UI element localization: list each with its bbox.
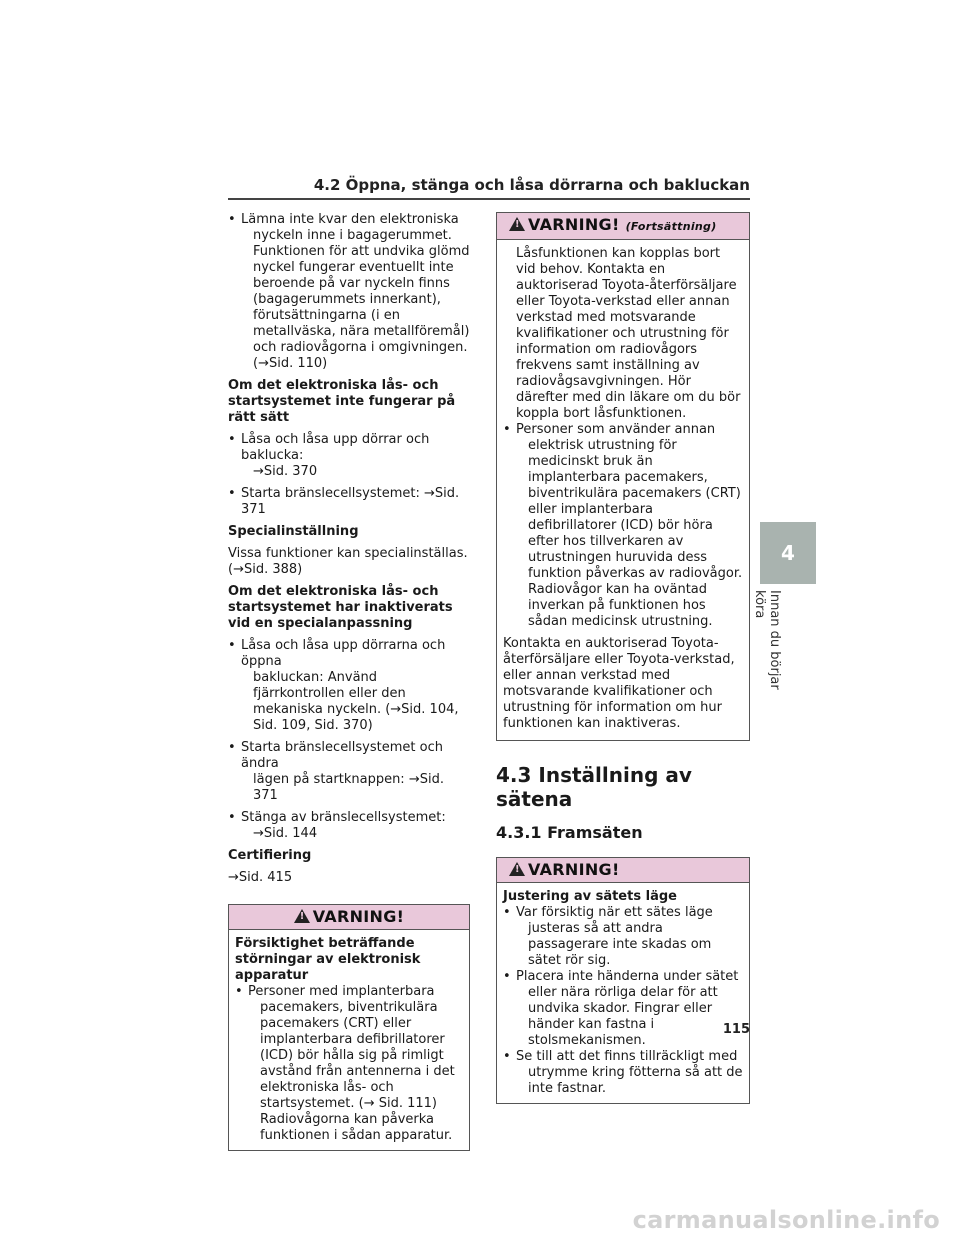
list-item <box>503 422 743 630</box>
warning-body <box>497 240 749 740</box>
warning-body <box>497 883 749 1103</box>
bullet-first-line: Låsa och låsa upp dörrar och baklucka: <box>241 432 430 463</box>
warning-title: VARNING! <box>528 215 620 234</box>
bullet-rest: eller nära rörliga delar för att undvika skador. Fingrar eller händer kan fastna i stolsmekanismen. <box>528 985 718 1048</box>
warning-body <box>229 930 469 1150</box>
warning-subheading: Försiktighet beträffande störningar av elektronisk apparatur <box>235 936 421 983</box>
warning-header <box>497 858 749 883</box>
warning-icon <box>294 909 310 923</box>
list-item <box>228 432 470 480</box>
section-heading: Specialinställning <box>228 524 359 539</box>
bullet-rest: nyckeln inne i bagagerummet. Funktionen för att undvika glömd nyckel fungerar eventuellt inte beroende på var nyckeln finns (bagagerummets innerkant), förutsättningarna (i en metallväska, nära metallföremål) och radiovågorna i omgivningen. (→Sid. 110) <box>253 228 470 371</box>
bullet-first-line: Personer som använder annan <box>516 422 716 437</box>
bullet-first-line: Starta bränslecellsystemet och ändra <box>241 740 443 771</box>
bullet-rest: elektrisk utrustning för medicinskt bruk än implanterbara pacemakers, biventrikulära pacemakers (CRT) eller implanterbara defibrillatorer (ICD) bör höra efter hos tillverkaren av utrustningen huruvida dess funktion påverkas av radiovågor. Radiovågor kan ha oväntad inverkan på funktionen hos sådan medicinsk utrustning. <box>528 438 743 629</box>
warning-icon <box>509 217 525 231</box>
left-column <box>228 212 470 1151</box>
list-item <box>228 810 470 842</box>
bullet-first-line: Placera inte händerna under sätet <box>516 969 739 984</box>
bullet-first-line: Stänga av bränslecellsystemet: <box>241 810 446 825</box>
warning-box-continued <box>496 212 750 741</box>
bullet-rest: lägen på startknappen: →Sid. 371 <box>253 772 444 803</box>
list-item <box>228 486 470 518</box>
list-item <box>235 984 463 1144</box>
paragraph: →Sid. 415 <box>228 870 293 885</box>
page-number: 115 <box>722 1022 750 1037</box>
bullet-rest: →Sid. 144 <box>253 826 318 841</box>
paragraph: Låsfunktionen kan kopplas bort vid behov. Kontakta en auktoriserad Toyota-återförsäljare eller Toyota-verkstad eller annan verkstad med motsvarande kvalifikationer och utrustning för information om radiovågors frekvens samt inställning av radiovågsavgivningen. Hör därefter med din läkare om du bör koppla bort låsfunktionen. <box>516 246 741 421</box>
bullet-rest: utrymme kring fötterna så att de inte fastnar. <box>528 1065 743 1096</box>
header-rule <box>228 198 750 200</box>
section-heading: Om det elektroniska lås- och startsystemet inte fungerar på rätt sätt <box>228 378 456 425</box>
chapter-tab: 4 <box>760 522 816 584</box>
paragraph: Kontakta en auktoriserad Toyota-återförsäljare eller Toyota-verkstad, eller annan verkstad med motsvarande kvalifikationer och utrustning för information om hur funktionen kan inaktiveras. <box>503 636 735 731</box>
bullet-rest: pacemakers, biventrikulära pacemakers (CRT) eller implanterbara defibrillatorer (ICD) bör hålla sig på rimligt avstånd från antennerna i det elektroniska lås- och startsystemet. (→ Sid. 111) Radiovågorna kan påverka funktionen i sådan apparatur. <box>260 1000 455 1143</box>
bullet-first-line: Se till att det finns tillräckligt med <box>516 1049 738 1064</box>
bullet-first-line: Var försiktig när ett sätes läge <box>516 905 713 920</box>
paragraph: Vissa funktioner kan specialinställas. (→Sid. 388) <box>228 546 468 577</box>
list-item <box>503 969 743 1049</box>
list-item <box>503 905 743 969</box>
list-item <box>228 740 470 804</box>
warning-icon <box>509 862 525 876</box>
section-heading: Om det elektroniska lås- och startsystemet har inaktiverats vid en specialanpassning <box>228 584 453 631</box>
watermark: carmanualsonline.info <box>632 1206 940 1234</box>
warning-box <box>496 857 750 1104</box>
warning-header <box>497 213 749 240</box>
warning-subtitle: (Fortsättning) <box>625 220 717 233</box>
subsection-title: 4.3.1 Framsäten <box>496 823 643 842</box>
bullet-first-line: Starta bränslecellsystemet: →Sid. 371 <box>241 486 460 517</box>
bullet-first-line: Personer med implanterbara <box>248 984 435 999</box>
warning-header <box>229 905 469 930</box>
warning-title: VARNING! <box>312 907 405 926</box>
bullet-rest: bakluckan: Använd fjärrkontrollen eller den mekaniska nyckeln. (→Sid. 104, Sid. 109, Sid. 370) <box>253 670 459 733</box>
section-title: 4.3 Inställning av sätena <box>496 763 692 811</box>
bullet-rest: →Sid. 370 <box>253 464 318 479</box>
bullet-rest: justeras så att andra passagerare inte skadas om sätet rör sig. <box>528 921 712 968</box>
warning-title: VARNING! <box>528 860 620 879</box>
warning-box <box>228 904 470 1151</box>
list-item <box>228 638 470 734</box>
section-heading: Certifiering <box>228 848 312 863</box>
list-item <box>503 1049 743 1097</box>
bullet-first-line: Lämna inte kvar den elektroniska <box>241 212 459 227</box>
chapter-tab-label: Innan du börjar köra <box>752 590 782 690</box>
list-item <box>228 212 470 372</box>
bullet-first-line: Låsa och låsa upp dörrarna och öppna <box>241 638 446 669</box>
warning-subheading: Justering av sätets läge <box>503 889 677 904</box>
page-header: 4.2 Öppna, stänga och låsa dörrarna och bakluckan <box>313 176 750 194</box>
right-column <box>496 212 750 1104</box>
